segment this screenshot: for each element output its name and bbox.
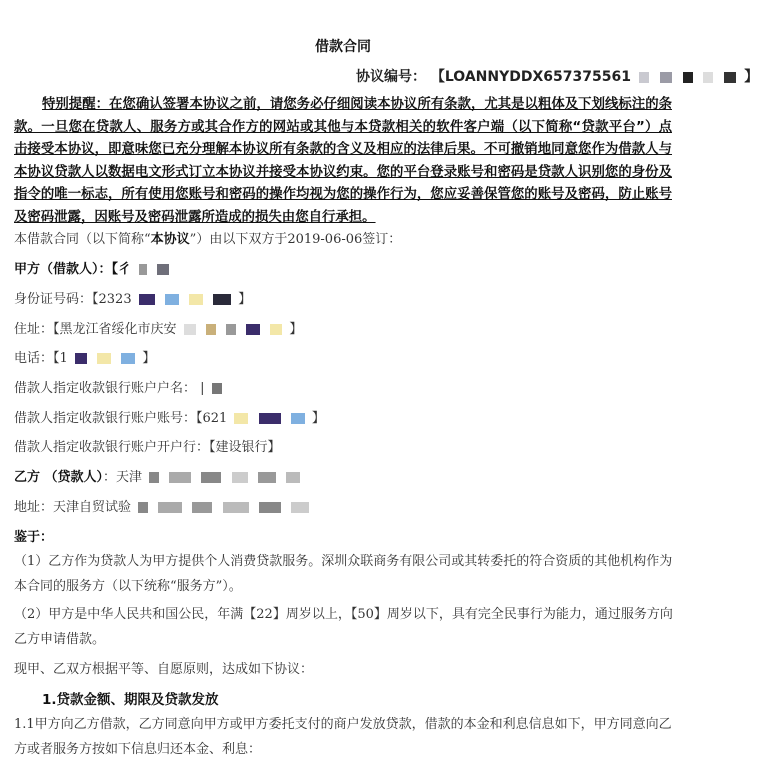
intro-bold: 本协议 (150, 232, 190, 247)
page-title: 借款合同 (315, 39, 371, 55)
phone-line (14, 347, 155, 366)
redaction-mask (206, 324, 216, 335)
redaction-mask (270, 324, 282, 335)
redaction-mask (226, 324, 236, 335)
party-a-value: 彳 (118, 262, 132, 277)
redaction-mask (223, 502, 249, 513)
party-b-address-line (14, 496, 312, 515)
party-b-label: 乙方 （贷款人） (14, 470, 104, 485)
redaction-mask (139, 294, 155, 305)
redaction-mask (291, 413, 305, 424)
party-b-line (14, 466, 303, 485)
account-name-value: | (200, 381, 205, 396)
account-number-label: 借款人指定收款银行账户账号：【621 (14, 411, 228, 426)
contract-number (356, 66, 758, 86)
redaction-mask (724, 72, 736, 83)
redaction-mask (189, 294, 203, 305)
special-reminder: 特别提醒：在您确认签署本协议之前，请您务必仔细阅读本协议所有条款，尤其是以粗体及下划线标注的条款。一旦您在贷款人、服务方或其合作方的网站或其他与本贷款相关的软件客户端（以下简称“贷款平台”）点击接受本协议，即意味您已充分理解本协议所有条款的含义及相应的法律后果。不可撤销地同意您作为借款人与本协议贷款人以数据电文形式订立本协议并接受本协议约束。您的平台登录账号和密码是贷款人识别您的身份及指令的唯一标志，所有使用您账号和密码的操作均视为您的操作行为，您应妥善保管您的账号及密码，防止账号及密码泄露，因账号及密码泄露所造成的损失由您自行承担。 (14, 97, 672, 225)
intro-prefix: 本借款合同（以下简称“ (14, 232, 151, 247)
redaction-mask (213, 294, 231, 305)
redaction-mask (683, 72, 693, 83)
redaction-mask (201, 472, 221, 483)
redaction-mask (138, 502, 148, 513)
id-label: 身份证号码：【2323 (14, 292, 132, 307)
redaction-mask (212, 383, 222, 394)
whereas-label: 鉴于： (14, 530, 54, 545)
redaction-mask (259, 413, 281, 424)
bracket-close: 】 (238, 292, 252, 307)
clause-1: （1）乙方作为贷款人为甲方提供个人消费贷款服务。深圳众联商务有限公司或其转委托的符合资质的其他机构作为本合同的服务方（以下统称“服务方”）。 (14, 554, 673, 594)
section-1-title: 1.贷款金额、期限及贷款发放 (42, 692, 219, 708)
clause-2: （2）甲方是中华人民共和国公民，年满【22】周岁以上，【50】周岁以下，具有完全民事行为能力，通过服务方向乙方申请借款。 (14, 607, 673, 647)
redaction-mask (169, 472, 191, 483)
bracket-close: 】 (744, 69, 758, 85)
address-label: 住址：【黑龙江省绥化市庆安 (14, 322, 177, 337)
redaction-mask (192, 502, 212, 513)
redaction-mask (165, 294, 179, 305)
redaction-mask (258, 472, 276, 483)
redaction-mask (157, 264, 169, 275)
redaction-mask (291, 502, 309, 513)
party-b-value: ：天津 (103, 470, 143, 485)
account-number-line (14, 407, 325, 426)
contract-number-label: 协议编号： (356, 69, 426, 85)
redaction-mask (158, 502, 182, 513)
contract-number-value: 【LOANNYDDX657375561 (430, 69, 631, 85)
redaction-mask (97, 353, 111, 364)
party-a-line (14, 258, 172, 277)
redaction-mask (660, 72, 672, 83)
account-name-line (14, 377, 225, 396)
redaction-mask (139, 264, 147, 275)
intro-line (14, 228, 401, 247)
bracket-close: 】 (311, 411, 325, 426)
bracket-close: 】 (289, 322, 303, 337)
party-b-address-label: 地址：天津自贸试验 (14, 500, 132, 515)
address-line (14, 318, 302, 337)
redaction-mask (121, 353, 135, 364)
redaction-mask (703, 72, 713, 83)
redaction-mask (232, 472, 248, 483)
id-line (14, 288, 251, 307)
redaction-mask (246, 324, 260, 335)
party-a-label: 甲方（借款人）：【 (14, 262, 119, 277)
redaction-mask (149, 472, 159, 483)
agreement-line: 现甲、乙双方根据平等、自愿原则，达成如下协议： (14, 662, 314, 677)
redaction-mask (234, 413, 248, 424)
account-name-label: 借款人指定收款银行账户户名： (14, 381, 197, 396)
section-1-1: 1.1甲方向乙方借款，乙方同意向甲方或甲方委托支付的商户发放贷款，借款的本金和利息信息如下，甲方同意向乙方或者服务方按如下信息归还本金、利息： (14, 717, 672, 757)
redaction-mask (286, 472, 300, 483)
account-bank-line: 借款人指定收款银行账户开户行：【建设银行】 (14, 440, 281, 455)
redaction-mask (184, 324, 196, 335)
redaction-mask (639, 72, 649, 83)
intro-suffix: ”）由以下双方于2019-06-06签订： (189, 232, 402, 247)
redaction-mask (259, 502, 281, 513)
bracket-close: 】 (142, 351, 156, 366)
phone-label: 电话：【1 (14, 351, 68, 366)
redaction-mask (75, 353, 87, 364)
